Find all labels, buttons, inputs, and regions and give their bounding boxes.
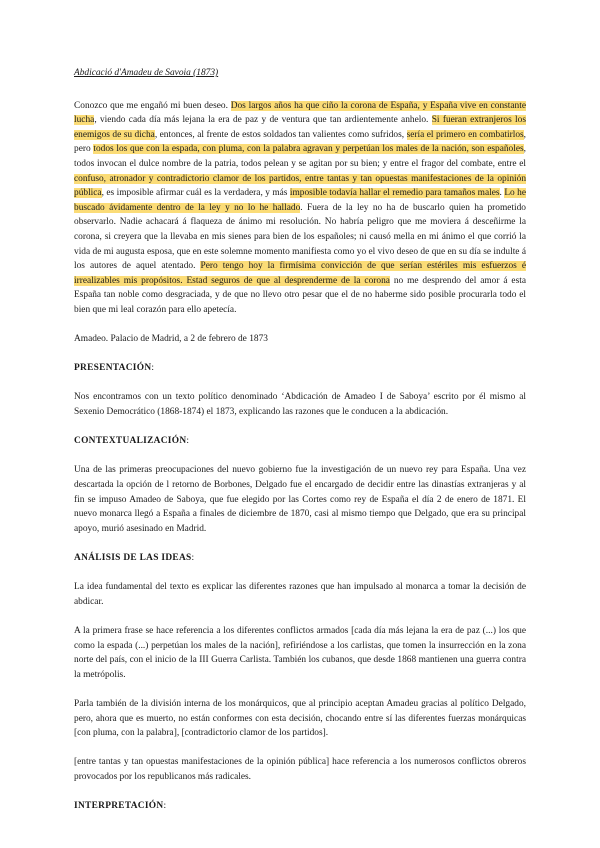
section-heading-colon: : — [163, 801, 167, 812]
text-segment: , todos invocan el dulce nombre de la patria, todos pelean y se agitan por su bien; y entre el fragor del combate, entre el — [74, 144, 526, 169]
section-paragraph: Parla también de la división interna de los monárquicos, que al principio aceptan Amadeu gracias al político Delgado, pero, ahora que es muerto, no están conformes con esta decisión, chocando entre sí las diferentes fuerzas monárquicas [con pluma, con la palabra], [contradictorio clamor de los partidos]. — [74, 698, 526, 739]
highlighted-text: todos los que con la espada, con pluma, con la palabra agravan y perpetúan los males de la nación, son españoles — [93, 144, 524, 155]
highlighted-text: sería el primero en combatirlos — [406, 129, 524, 140]
section-paragraph: La idea fundamental del texto es explicar las diferentes razones que han impulsado al monarca a tomar la decisión de abdicar. — [74, 582, 526, 607]
highlighted-text: Lo he buscado ávidamente dentro de la ley y no lo he hallado — [74, 188, 527, 213]
section-heading-colon: : — [151, 363, 155, 374]
highlighted-text: imposible todavía hallar el remedio para tamaños males — [289, 188, 500, 199]
section-heading — [74, 799, 526, 814]
section-heading-colon: : — [186, 436, 190, 447]
section-heading-colon: : — [191, 553, 195, 563]
text-segment: . Fuera de la ley no ha de buscarlo quien ha prometido observarlo. Nadie achacará á flaqueza de ánimo mi resolución. No habría peligro que me moviera á desceñirme la corona, si creyera que la llevaba en mis sienes para bien de los españoles; ni causó mella en mi ánimo el que corrió la vida de mi augusta esposa, que en este solemne momento manifiesta como yo el vivo deseo de que en su día se indulte á los autores de aquel atentado. — [74, 202, 526, 272]
abdication-text-paragraph — [74, 99, 526, 318]
section-paragraph: [entre tantas y tan opuestas manifestaciones de la opinión pública] hace referencia a los numerosos conflictos obreros provocados por los republicanos más radicales. — [74, 757, 526, 782]
text-segment: no me desprendo del amor á esta España tan noble como desgraciada, y de que no llevo otro pesar que el de no haberme sido posible procurarla todo el bien que mi leal corazón para ello apetecía. — [74, 275, 526, 315]
section-heading-label: INTERPRETACIÓN — [74, 801, 164, 812]
text-segment: . — [499, 188, 505, 199]
text-segment: , entonces, al frente de estos soldados tan valientes como sufridos, — [154, 129, 407, 140]
text-segment: , es imposible afirmar cuál es la verdadera, y más — [101, 188, 290, 199]
section-heading — [74, 551, 526, 566]
commentary-sections — [74, 361, 526, 828]
section-paragraph: Una de las primeras preocupaciones del nuevo gobierno fue la investigación de un nuevo rey para España. Una vez descartada la opción de l retorno de Borbones, Delgado fue el encargado de decidir entre las dinastías extranjeras y al fin se impuso Amadeo de Saboya, que fue elegido por las Cortes como rey de España el día 2 de enero de 1871. El nuevo monarca llegó a España a finales de diciembre de 1870, casi al mismo tiempo que Delgado, que era su principal apoyo, murió asesinado en Madrid. — [74, 465, 526, 534]
section-heading — [74, 434, 526, 449]
text-segment: Conozco que me engañó mi buen deseo. — [74, 100, 231, 111]
signature-line: Amadeo. Palacio de Madrid, a 2 de febrero de 1873 — [74, 334, 268, 345]
document-title: Abdicació d'Amadeu de Savoia (1873) — [74, 68, 219, 78]
highlighted-text: Pero tengo hoy la firmísima convicción de que serían estériles mis esfuerzos é irrealizables mis propósitos. Estad seguros de que al desprenderme de la corona — [74, 261, 527, 286]
section-heading — [74, 361, 526, 376]
text-segment: , pero — [74, 129, 526, 155]
text-segment: , viendo cada día más lejana la era de paz y de ventura que tan ardientemente anhelo. — [94, 115, 432, 126]
highlighted-text: Dos largos años ha que ciño la corona de España, y España vive en constante lucha — [74, 100, 526, 126]
section-heading-label: PRESENTACIÓN — [74, 363, 152, 374]
document-page — [74, 66, 526, 828]
section-heading-label: ANÁLISIS DE LAS IDEAS — [74, 553, 192, 563]
section-paragraph: Nos encontramos con un texto político denominado ‘Abdicación de Amadeo I de Saboya’ escrito por él mismo al Sexenio Democrático (1868-1874) el 1873, explicando las razones que le conducen a la abdicación. — [74, 392, 526, 418]
section-paragraph: A la primera frase se hace referencia a los diferentes conflictos armados [cada día más lejana la era de paz (...) los que como la espada (...) perpetúan los males de la nación], refiriéndose a los carlistas, que tomen la insurrección en la zona norte del país, con el inicio de la III Guerra Carlista. También los cubanos, que desde 1868 mantienen una guerra contra la metrópolis. — [74, 625, 526, 680]
highlighted-text: confuso, atronador y contradictorio clamor de los partidos, entre tantas y tan opuestas manifestaciones de la opinión pública — [74, 173, 526, 199]
highlighted-text: Si fueran extranjeros los enemigos de su dicha — [74, 115, 526, 140]
section-heading-label: CONTEXTUALIZACIÓN — [74, 436, 187, 447]
